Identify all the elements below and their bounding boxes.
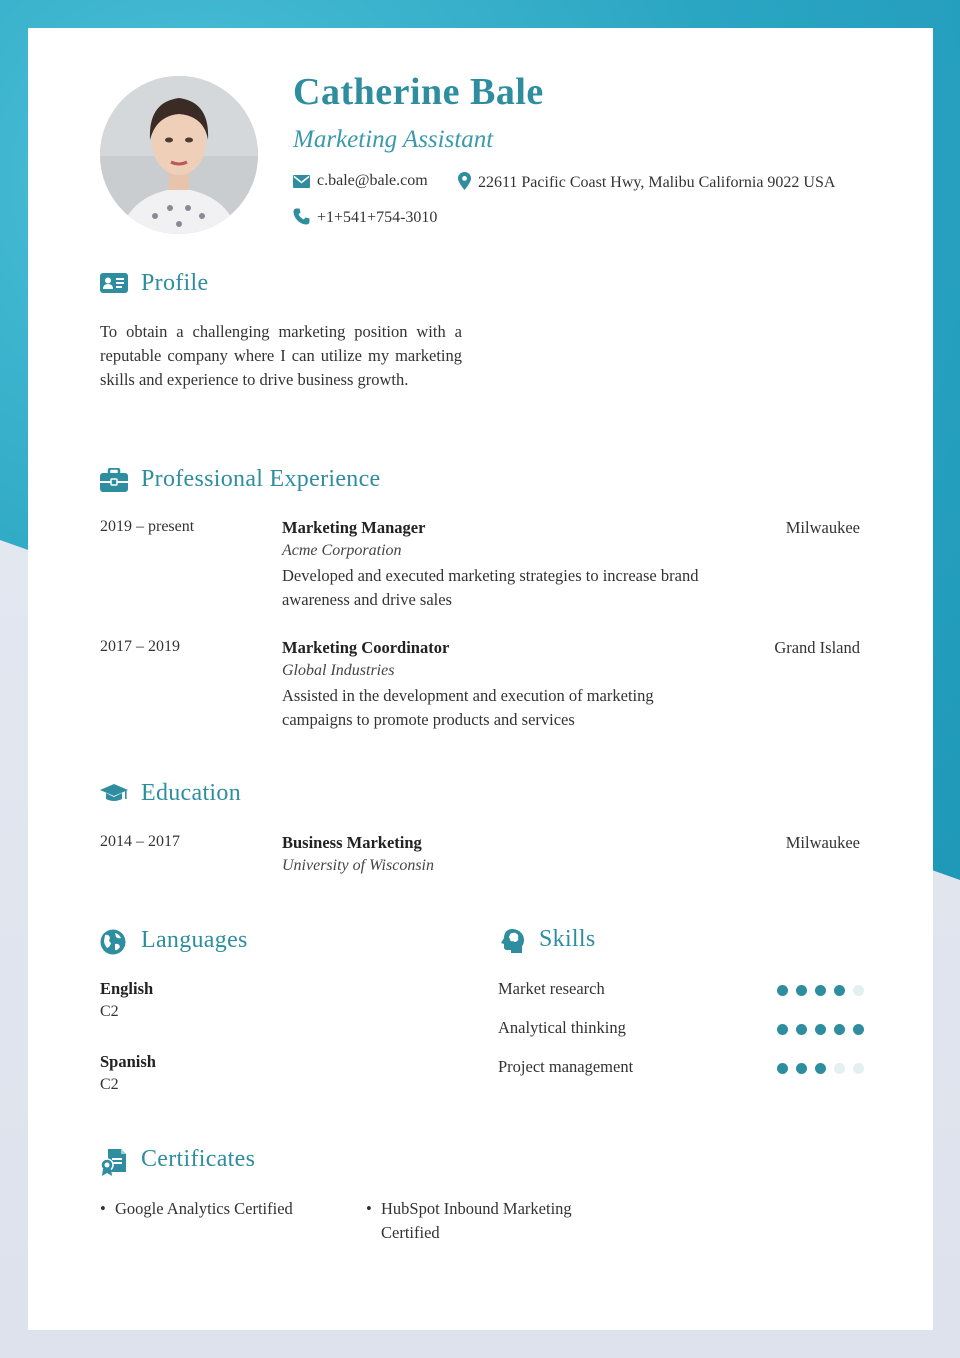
experience-company: Global Industries (282, 662, 395, 679)
education-heading-text: Education (141, 780, 242, 806)
certificate-icon (100, 1148, 126, 1176)
experience-description: Developed and executed marketing strategies to increase brand awareness and drive sales (282, 566, 699, 609)
education-dates: 2014 – 2017 (100, 833, 180, 850)
language-level: C2 (100, 1003, 119, 1020)
experience-dates: 2019 – present (100, 518, 195, 535)
skill-name: Analytical thinking (498, 1018, 626, 1037)
profile-heading (100, 270, 300, 302)
address-text: 22611 Pacific Coast Hwy, Malibu California 9022 USA (478, 174, 836, 191)
briefcase-icon (100, 468, 128, 493)
certificate-item (366, 1197, 591, 1245)
experience-role: Marketing Coordinator (282, 638, 450, 657)
skill-rating (777, 1063, 864, 1074)
rating-dot-filled (796, 1024, 807, 1035)
certificates-heading (100, 1146, 350, 1178)
bullet: • (366, 1199, 372, 1218)
languages-heading (100, 927, 350, 959)
graduation-cap-icon (100, 782, 128, 804)
experience-description: Assisted in the development and execution of marketing campaigns to promote products and services (282, 686, 654, 729)
certificate-name: HubSpot Inbound Marketing Certified (381, 1199, 572, 1242)
phone-text: +1+541+754-3010 (317, 209, 438, 226)
skill-name: Project management (498, 1057, 634, 1076)
languages-heading-text: Languages (141, 927, 248, 953)
education-degree: Business Marketing (282, 833, 422, 852)
skills-heading-text: Skills (539, 926, 596, 952)
rating-dot-filled (815, 1063, 826, 1074)
rating-dot-filled (853, 1024, 864, 1035)
address-contact (458, 172, 835, 192)
resume-page (28, 28, 933, 1330)
skill-name: Market research (498, 979, 605, 998)
map-pin-icon (458, 172, 471, 190)
experience-heading-text: Professional Experience (141, 466, 381, 492)
profile-heading-text: Profile (141, 270, 209, 296)
experience-location: Milwaukee (785, 518, 860, 537)
brain-head-icon (498, 928, 526, 955)
experience-role: Marketing Manager (282, 518, 426, 537)
phone-icon (293, 208, 310, 225)
education-location: Milwaukee (785, 833, 860, 852)
rating-dot-empty (853, 1063, 864, 1074)
email-text: c.bale@bale.com (317, 172, 428, 189)
rating-dot-filled (834, 1024, 845, 1035)
profile-photo (100, 76, 258, 234)
id-card-icon (100, 272, 128, 294)
experience-location: Grand Island (774, 638, 860, 657)
skill-rating (777, 985, 864, 996)
rating-dot-filled (777, 1063, 788, 1074)
certificate-name: Google Analytics Certified (115, 1199, 293, 1218)
rating-dot-filled (815, 1024, 826, 1035)
bullet: • (100, 1199, 106, 1218)
experience-company: Acme Corporation (282, 542, 402, 559)
skills-heading (498, 926, 698, 958)
experience-heading (100, 466, 500, 498)
email-contact[interactable] (293, 172, 428, 190)
rating-dot-filled (815, 985, 826, 996)
candidate-title: Marketing Assistant (293, 126, 494, 153)
rating-dot-filled (796, 985, 807, 996)
rating-dot-filled (834, 985, 845, 996)
rating-dot-filled (777, 985, 788, 996)
phone-contact[interactable] (293, 208, 437, 227)
rating-dot-empty (834, 1063, 845, 1074)
profile-summary: To obtain a challenging marketing position with a reputable company where I can utilize my marketing skills and experience to drive business growth. (100, 322, 462, 389)
education-heading (100, 780, 400, 812)
envelope-icon (293, 175, 310, 188)
certificates-heading-text: Certificates (141, 1146, 256, 1172)
experience-dates: 2017 – 2019 (100, 638, 180, 655)
rating-dot-empty (853, 985, 864, 996)
skill-rating (777, 1024, 864, 1035)
rating-dot-filled (777, 1024, 788, 1035)
language-name: Spanish (100, 1052, 156, 1071)
language-name: English (100, 979, 154, 998)
certificate-item (100, 1197, 330, 1221)
candidate-name: Catherine Bale (293, 71, 544, 113)
education-school: University of Wisconsin (282, 857, 434, 874)
language-level: C2 (100, 1076, 119, 1093)
globe-icon (100, 929, 126, 955)
rating-dot-filled (796, 1063, 807, 1074)
